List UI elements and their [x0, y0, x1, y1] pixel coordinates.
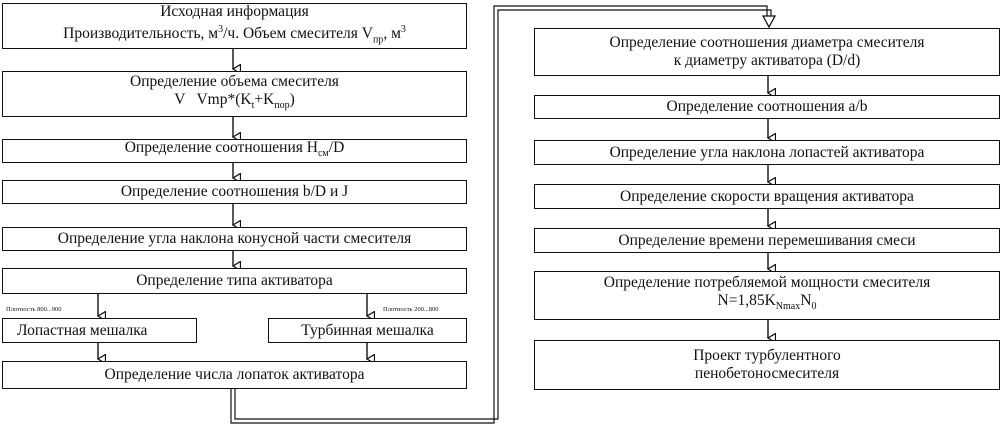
blade-angle-text: Определение угла наклона лопастей активатора: [609, 143, 925, 161]
ratio-b-box: [2, 180, 467, 204]
ratio-b-text: Определение соотношения b/D и J: [120, 183, 349, 200]
blade-count-box: [2, 361, 467, 389]
activator-type-text: Определение типа активатора: [136, 272, 333, 289]
mixing-time-text: Определение времени перемешивания смеси: [618, 231, 916, 249]
paddle-mixer-text: Лопастная мешалка: [17, 321, 148, 339]
blade-count-text: Определение числа лопаток активатора: [104, 366, 365, 383]
cone-angle-text: Определение угла наклона конусной части смесителя: [57, 230, 412, 247]
input-info-detail: Производительность, $м^3/ч$. Объем смесителя $V_{пр}$, $м^3$: [63, 23, 406, 46]
mixer-project-line2: пенобетоносмесителя: [694, 365, 840, 382]
diameter-ratio-line1: Определение соотношения диаметра смесителя: [609, 34, 925, 51]
volume-definition-title: Определение объема смесителя: [130, 72, 339, 90]
power-consumption-title: Определение потребляемой мощности смесителя: [603, 274, 931, 292]
mixer-project-box: [534, 340, 1000, 390]
turbine-mixer-text: Турбинная мешалка: [301, 321, 434, 339]
diameter-ratio-box: [534, 28, 1000, 76]
mixer-project-line1: Проект турбулентного: [693, 347, 841, 364]
input-info-title: Исходная информация: [160, 2, 309, 20]
paddle-mixer-box: [2, 318, 197, 343]
volume-formula: V $Vmp*(K_t+K_{пор})$: [174, 90, 295, 112]
ab-ratio-box: [534, 95, 1000, 119]
ratio-h-text: Определение соотношения $H_{см}/D$: [124, 138, 345, 160]
rotation-speed-box: [534, 184, 1000, 209]
cone-angle-box: [2, 227, 467, 251]
diameter-ratio-line2: к диаметру активатора (D/d): [673, 52, 861, 69]
blade-angle-box: [534, 140, 1000, 165]
mixing-time-box: [534, 228, 1000, 253]
power-consumption-box: [534, 271, 1000, 320]
rotation-speed-text: Определение скорости вращения активатора: [620, 187, 914, 205]
volume-definition-box: [2, 71, 467, 117]
power-formula: $N=1,85K_{Nmax}N_0$: [717, 292, 817, 313]
branch-left-note: Плотность 800...900: [6, 306, 62, 313]
ratio-h-box: [2, 139, 467, 163]
turbine-mixer-box: [268, 318, 467, 343]
activator-type-box: [2, 268, 467, 294]
branch-right-note: Плотность 200...800: [383, 306, 439, 313]
input-info-box: [2, 3, 467, 49]
ab-ratio-text: Определение соотношения a/b: [666, 98, 868, 115]
